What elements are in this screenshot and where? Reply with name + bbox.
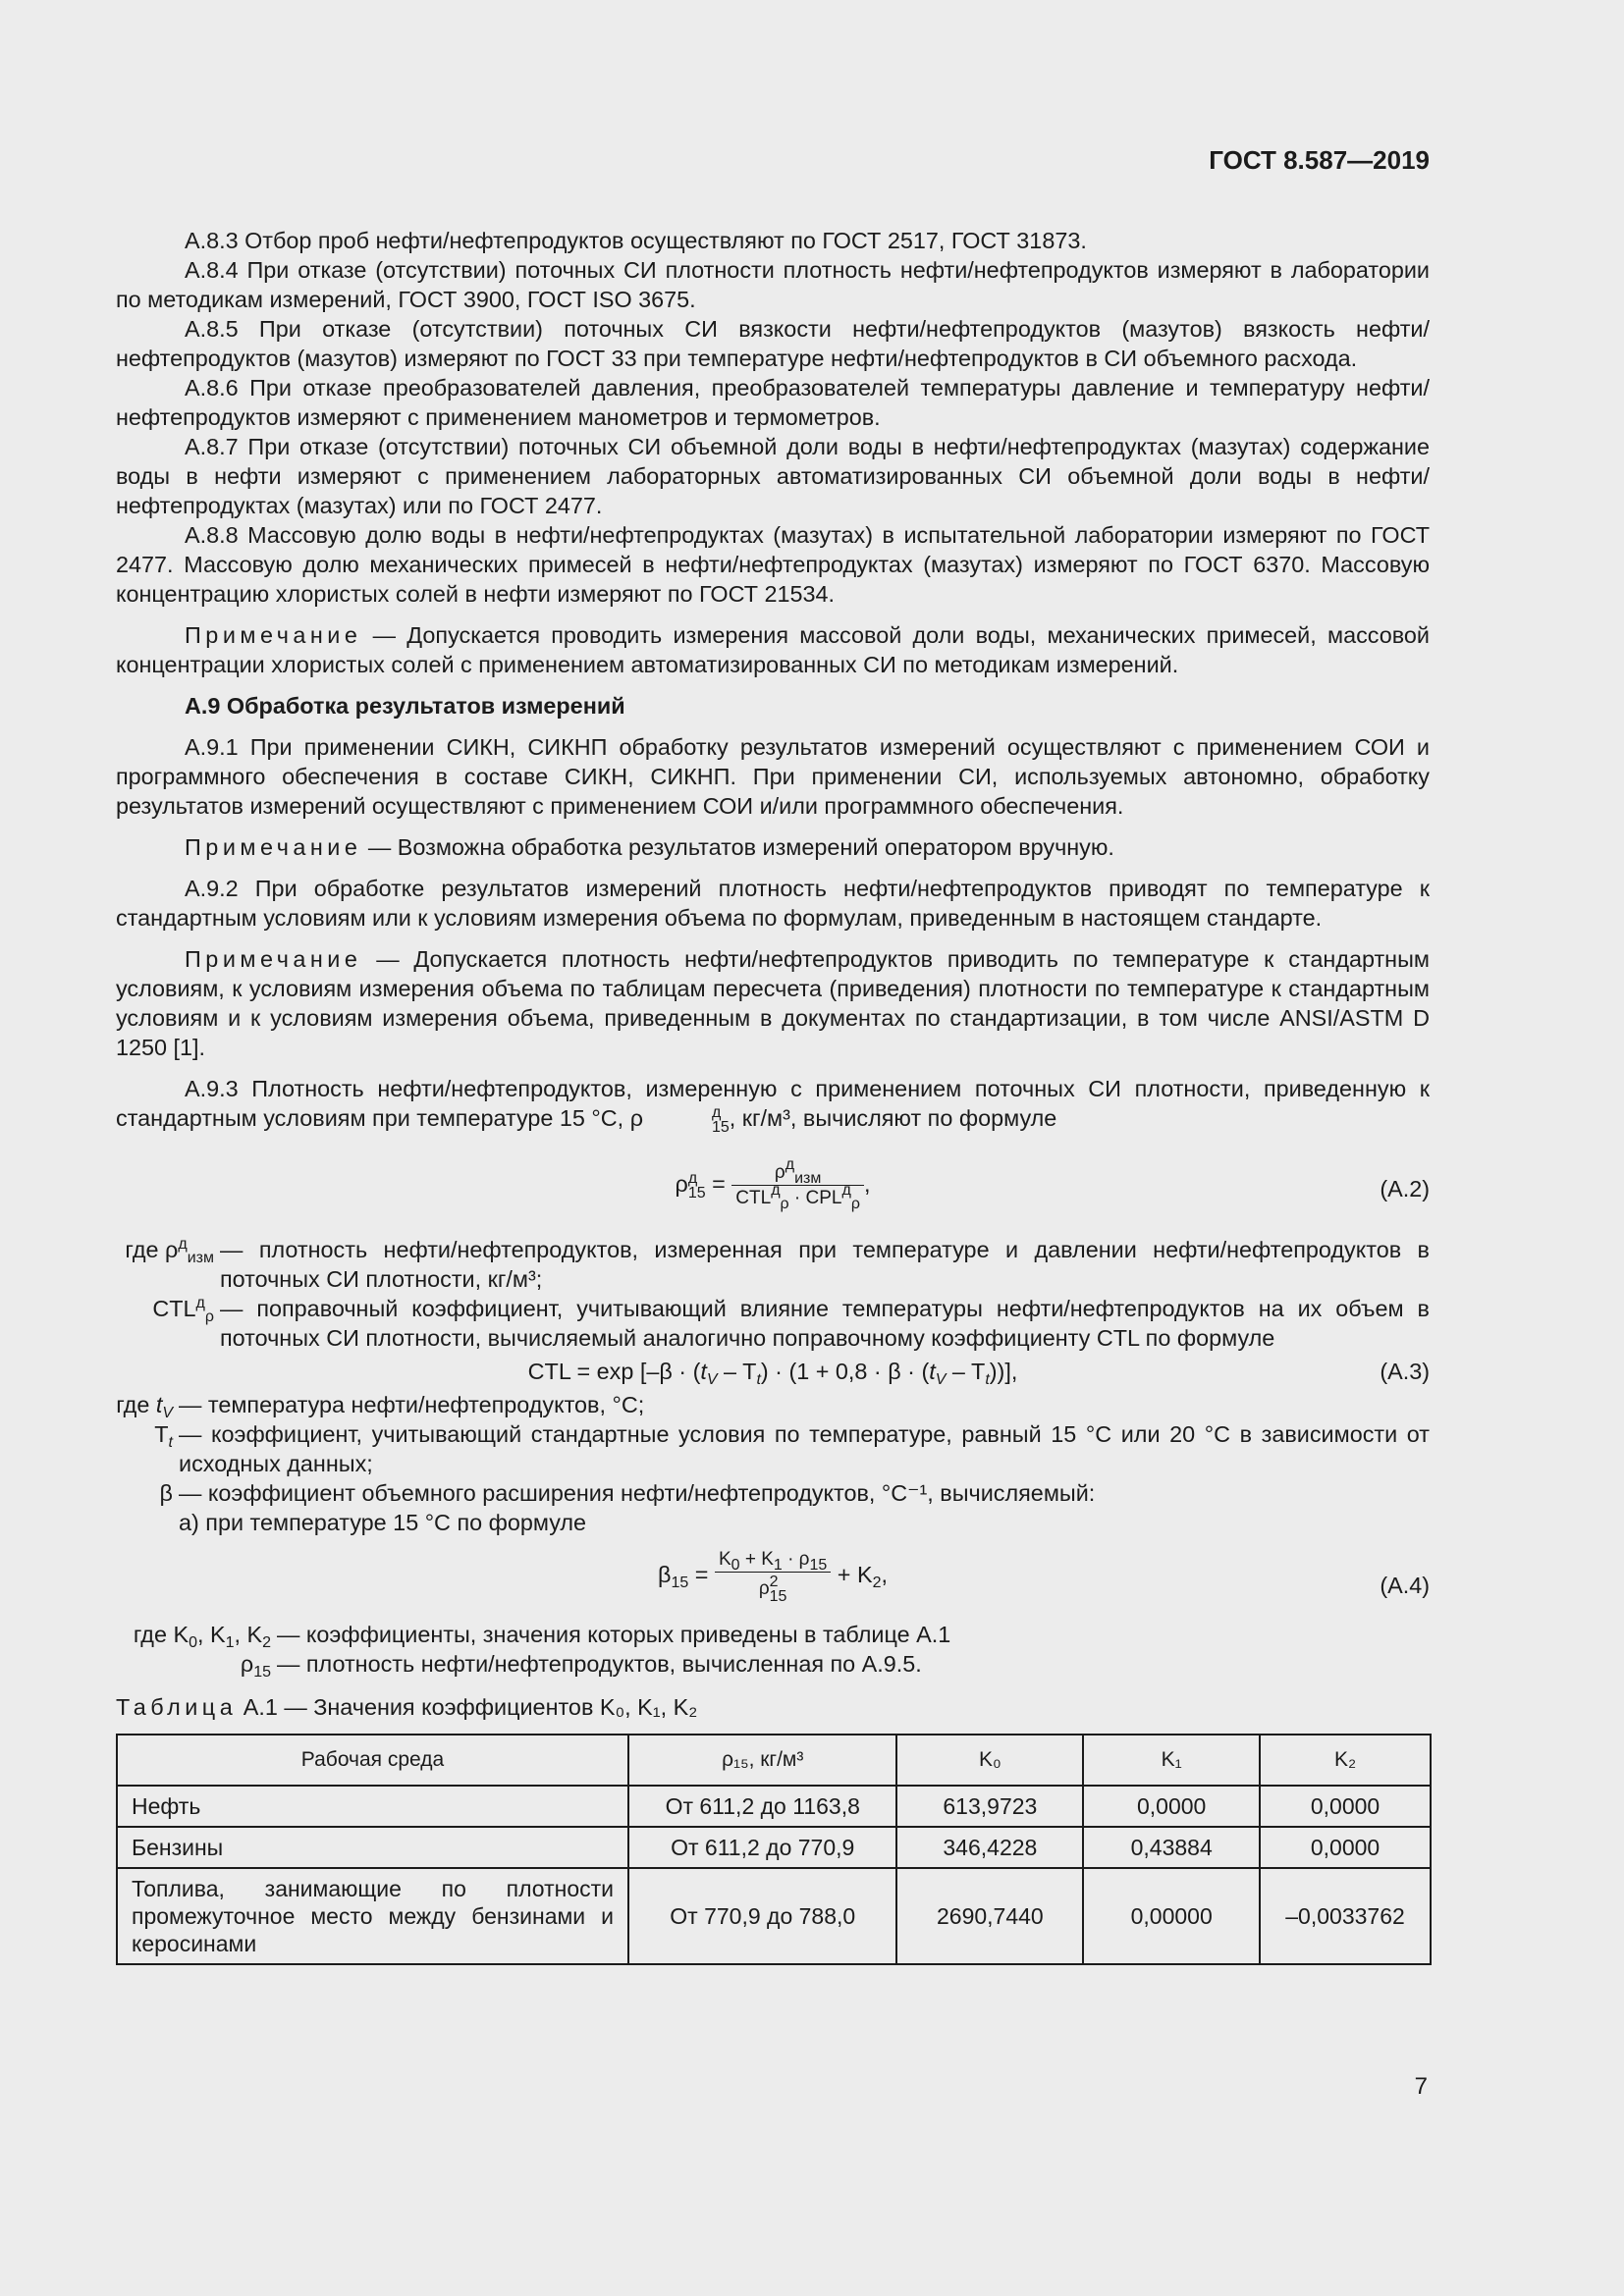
table-row (117, 1827, 1431, 1868)
table-cell: 0,43884 (1083, 1827, 1260, 1868)
paragraph-a88: А.8.8 Массовую долю воды в нефти/нефтепродуктах (мазутах) в испытательной лаборатории измеряют по ГОСТ 2477. Массовую долю механических примесей в нефти/нефтепродуктах (мазутах) измеряют по ГОСТ 6370. Массовую концентрацию хлористых солей в нефти измеряют по ГОСТ 21534. (116, 522, 1430, 607)
column-header-k0: K₀ (896, 1735, 1083, 1786)
definitions-a3 (116, 1390, 1430, 1537)
table-cell: Бензины (117, 1827, 628, 1868)
table-row (117, 1786, 1431, 1827)
definition-text: — коэффициент объемного расширения нефти/нефтепродуктов, °С⁻¹, вычисляемый: (179, 1479, 1096, 1506)
column-header-density: ρ₁₅, кг/м³ (628, 1735, 896, 1786)
section-heading: А.9 Обработка результатов измерений (185, 693, 625, 719)
definition-beta-a (116, 1508, 1430, 1537)
definition-symbol: где $\rho^д_{изм}$ (125, 1235, 214, 1266)
definition-ctl-rho (116, 1294, 1430, 1353)
definition-rho-izm (116, 1235, 1430, 1294)
definitions-a2 (116, 1235, 1430, 1353)
table-cell: 613,9723 (896, 1786, 1083, 1827)
table-cell: От 770,9 до 788,0 (628, 1868, 896, 1964)
table-cell: 0,00000 (1083, 1868, 1260, 1964)
table-row (117, 1868, 1431, 1964)
table-cell: 346,4228 (896, 1827, 1083, 1868)
table-cell: 0,0000 (1260, 1786, 1431, 1827)
definition-symbol: $CTL^д_\rho$ (152, 1294, 214, 1325)
formula-a3 (116, 1357, 1430, 1390)
formula-body: $\beta_{15}$ = $K_0 + K_1 \cdot \rho_{15}$ ρ 2 15 + $K_2$, (658, 1548, 888, 1605)
fraction: $K_0 + K_1 \cdot \rho_{15}$ ρ 2 15 (715, 1549, 831, 1604)
page-number: 7 (1414, 2073, 1428, 2100)
document-code: ГОСТ 8.587—2019 (1209, 145, 1430, 175)
definition-symbol: где $t_V$ (116, 1391, 173, 1421)
table-cell: 0,0000 (1083, 1786, 1260, 1827)
table-cell: Топлива, занимающие по плотности промежуточное место между бензинами и керосинами (117, 1868, 628, 1964)
column-header-k1: K₁ (1083, 1735, 1260, 1786)
formula-body: CTL = $\exp [-\beta \cdot (t_V - T_t) \cdot (1 + 0,8 \cdot \beta \cdot (t_V - T_t))]$, (527, 1358, 1018, 1388)
table-caption (116, 1692, 1430, 1722)
definition-symbol: $T_t$ (154, 1420, 173, 1451)
paragraph-a87: А.8.7 При отказе (отсутствии) поточных СИ объемной доли воды в нефти/нефтепродуктах (мазутах) содержание воды в нефти измеряют с применением лабораторных автоматизированных СИ объемной доли воды в нефти/нефтепродуктах (мазутах) или по ГОСТ 2477. (116, 434, 1430, 518)
formula-number: (А.4) (1380, 1572, 1430, 1598)
fraction: $\frac{\rho^д_{изм}}{CTL^д_\rho \cdot CPL^д_\rho}$ (731, 1162, 864, 1209)
note-label: Примечание (185, 946, 362, 972)
table-header-row (117, 1735, 1431, 1786)
definition-symbol: $\rho_{15}$ (240, 1650, 271, 1681)
table-cell: Нефть (117, 1786, 628, 1827)
table-cell: –0,0033762 (1260, 1868, 1431, 1964)
definition-text: а) при температуре 15 °С по формуле (179, 1509, 587, 1535)
paragraph-a85: А.8.5 При отказе (отсутствии) поточных СИ вязкости нефти/нефтепродуктов (мазутов) вязкость нефти/нефтепродуктов (мазутов) измеряют по ГОСТ 33 при температуре нефти/нефтепродуктов в СИ объемного расхода. (116, 316, 1430, 371)
table-cell: От 611,2 до 770,9 (628, 1827, 896, 1868)
column-header-k2: K₂ (1260, 1735, 1431, 1786)
definition-tt (116, 1419, 1430, 1478)
note-3 (116, 944, 1430, 1062)
paragraph-a83: А.8.3 Отбор проб нефти/нефтепродуктов осуществляют по ГОСТ 2517, ГОСТ 31873. (185, 228, 1087, 253)
formula-a4 (116, 1545, 1430, 1620)
page-content (116, 226, 1430, 1965)
note-text: — Допускается проводить измерения массовой доли воды, механических примесей, массовой концентрации хлористых солей с применением автоматизированных СИ по методикам измерений. (116, 622, 1430, 677)
table-cell: 2690,7440 (896, 1868, 1083, 1964)
formula-a2 (116, 1145, 1430, 1229)
column-header-medium: Рабочая среда (117, 1735, 628, 1786)
definition-text: — коэффициент, учитывающий стандартные условия по температуре, равный 15 °С или 20 °С в зависимости от исходных данных; (179, 1420, 1430, 1476)
definition-rho15 (116, 1649, 1430, 1679)
paragraph-a91: А.9.1 При применении СИКН, СИКНП обработку результатов измерений осуществляют с применением СОИ и программного обеспечения в составе СИКН, СИКНП. При применении СИ, используемых автономно, обработку результатов измерений осуществляют с применением СОИ и/или программного обеспечения. (116, 734, 1430, 819)
definitions-a4 (116, 1620, 1430, 1679)
note-1 (116, 620, 1430, 679)
definition-beta (116, 1478, 1430, 1508)
paragraph-a86: А.8.6 При отказе преобразователей давления, преобразователей температуры давление и температуру нефти/нефтепродуктов измеряют с применением манометров и термометров. (116, 375, 1430, 430)
definition-text: — коэффициенты, значения которых приведены в таблице А.1 (277, 1621, 951, 1647)
paragraph-a84: А.8.4 При отказе (отсутствии) поточных СИ плотности плотность нефти/нефтепродуктов измеряют в лаборатории по методикам измерений, ГОСТ 3900, ГОСТ ISO 3675. (116, 257, 1430, 312)
definition-text: — температура нефти/нефтепродуктов, °С; (179, 1391, 645, 1417)
note-text: — Допускается плотность нефти/нефтепродуктов приводить по температуре к стандартным условиям, к условиям измерения объема по таблицам пересчета (приведения) плотности по температуре к стандартным условиям и к условиям измерения объема, приведенным в документах по стандартизации, в том числе ANSI/ASTM D 1250 [1]. (116, 946, 1430, 1060)
paragraph-a93: А.9.3 Плотность нефти/нефтепродуктов, измеренную с применением поточных СИ плотности, приведенную к стандартным условиям при температуре 15 °С, ρ д 15 , кг/м³, вычисляют по формуле (116, 1076, 1430, 1136)
coefficients-table (116, 1734, 1432, 1965)
table-caption-label: Таблица (116, 1693, 238, 1720)
definition-tv (116, 1390, 1430, 1419)
formula-number: (А.3) (1380, 1358, 1430, 1384)
table-cell: 0,0000 (1260, 1827, 1431, 1868)
table-cell: От 611,2 до 1163,8 (628, 1786, 896, 1827)
formula-number: (А.2) (1380, 1175, 1430, 1201)
definition-text: — плотность нефти/нефтепродуктов, вычисленная по А.9.5. (277, 1650, 922, 1677)
table-caption-text: А.1 — Значения коэффициентов K₀, K₁, K₂ (237, 1693, 698, 1720)
definition-k-coeffs (116, 1620, 1430, 1649)
paragraph-a92: А.9.2 При обработке результатов измерений плотность нефти/нефтепродуктов приводят по температуре к стандартным условиям или к условиям измерения объема по формулам, приведенным в настоящем стандарте. (116, 876, 1430, 931)
definition-symbol: β (159, 1479, 173, 1506)
formula-body: ρ д 15 = $\frac{\rho^д_{изм}}{CTL^д_\rho \cdot CPL^д_\rho}$ , (675, 1155, 871, 1212)
definition-symbol: где $K_0$, $K_1$, $K_2$ (133, 1621, 271, 1651)
note-text: — Возможна обработка результатов измерений оператором вручную. (361, 834, 1114, 860)
note-label: Примечание (185, 622, 362, 648)
note-2 (116, 832, 1430, 862)
note-label: Примечание (185, 834, 362, 860)
definition-text: — плотность нефти/нефтепродуктов, измеренная при температуре и давлении нефти/нефтепродуктов в поточных СИ плотности, кг/м³; (220, 1236, 1430, 1292)
definition-text: — поправочный коэффициент, учитывающий влияние температуры нефти/нефтепродуктов на их объем в поточных СИ плотности, вычисляемый аналогично поправочному коэффициенту CTL по формуле (220, 1295, 1430, 1351)
